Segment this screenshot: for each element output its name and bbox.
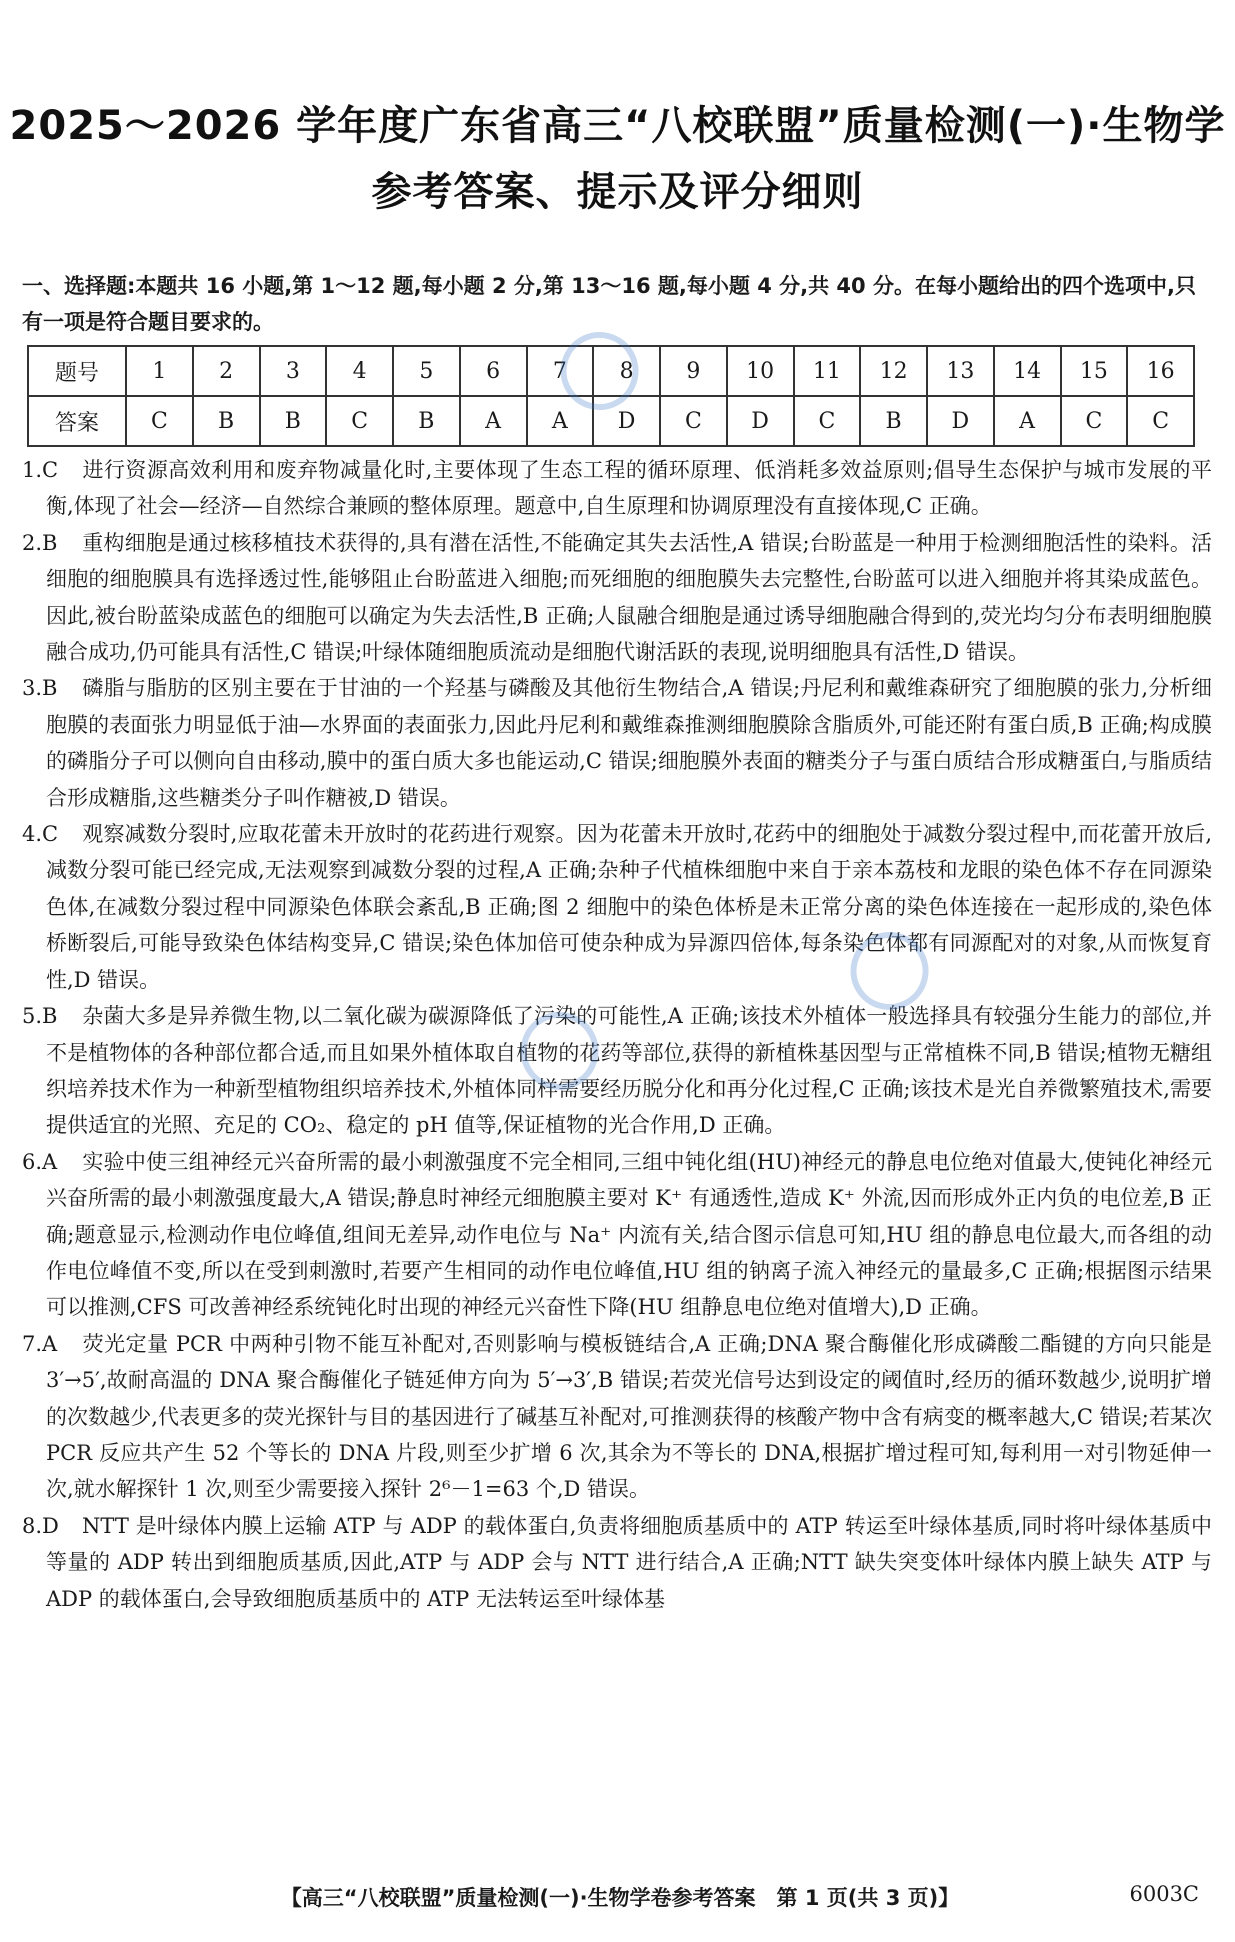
question-number-cell: 9: [660, 346, 727, 396]
explanation-number: 8.: [22, 1513, 43, 1538]
explanation-number: 5.: [22, 1004, 43, 1029]
answer-cell: A: [527, 396, 594, 446]
explanation-answer: A: [42, 1149, 58, 1174]
explanation-text: NTT 是叶绿体内膜上运输 ATP 与 ADP 的载体蛋白,负责将细胞质基质中的 ATP 转运至叶绿体基质,同时将叶绿体基质中等量的 ADP 转出到细胞质基质,因此,ATP 与 ADP 会与 NTT 进行结合,A 正确;NTT 缺失突变体叶绿体内膜上缺失 ATP 与 ADP 的载体蛋白,会导致细胞质基质中的 ATP 无法转运至叶绿体基: [46, 1513, 1212, 1611]
answer-cell: C: [326, 396, 393, 446]
explanation-number: 1.: [22, 458, 43, 482]
answer-table-number-row: [28, 346, 1194, 396]
footer-code: 6003C: [1129, 1882, 1199, 1906]
answer-cell: B: [860, 396, 927, 446]
explanation-number: 3.: [22, 676, 43, 701]
explanation-item: [22, 816, 1212, 998]
explanation-item: [22, 452, 1212, 525]
question-number-cell: 3: [260, 346, 327, 396]
answer-cell: D: [593, 396, 660, 446]
explanation-answer: A: [42, 1331, 58, 1356]
question-number-cell: 6: [460, 346, 527, 396]
answer-cell: C: [660, 396, 727, 446]
question-number-cell: 7: [527, 346, 594, 396]
document-title: 2025～2026 学年度广东省高三“八校联盟”质量检测(一)·生物学: [9, 103, 1226, 149]
answer-cell: B: [260, 396, 327, 446]
row-label-number: 题号: [28, 346, 126, 396]
answer-table-answer-row: [28, 396, 1194, 446]
explanation-text: 进行资源高效利用和废弃物减量化时,主要体现了生态工程的循环原理、低消耗多效益原则;倡导生态保护与城市发展的平衡,体现了社会—经济—自然综合兼顾的整体原理。题意中,自生原理和协调原理没有直接体现,C 正确。: [46, 458, 1212, 519]
explanation-text: 实验中使三组神经元兴奋所需的最小刺激强度不完全相同,三组中钝化组(HU)神经元的静息电位绝对值最大,使钝化神经元兴奋所需的最小刺激强度最大,A 错误;静息时神经元细胞膜主要对 K⁺ 有通透性,造成 K⁺ 外流,因而形成外正内负的电位差,B 正确;题意显示,检测动作电位峰值,组间无差异,动作电位与 Na⁺ 内流有关,结合图示信息可知,HU 组的静息电位最大,而各组的动作电位峰值不变,所以在受到刺激时,若要产生相同的动作电位峰值,HU 组的钠离子流入神经元的量最多,C 正确;根据图示结果可以推测,CFS 可改善神经系统钝化时出现的神经元兴奋性下降(HU 组静息电位绝对值增大),D 正确。: [46, 1149, 1212, 1320]
answer-cell: B: [393, 396, 460, 446]
question-number-cell: 4: [326, 346, 393, 396]
answer-cell: C: [1061, 396, 1128, 446]
answer-cell: A: [460, 396, 527, 446]
explanation-text: 杂菌大多是异养微生物,以二氧化碳为碳源降低了污染的可能性,A 正确;该技术外植体一般选择具有较强分生能力的部位,并不是植物体的各种部位都合适,而且如果外植体取自植物的花药等部位,获得的新植株基因型与正常植株不同,B 错误;植物无糖组织培养技术作为一种新型植物组织培养技术,外植体同样需要经历脱分化和再分化过程,C 正确;该技术是光自养微繁殖技术,需要提供适宜的光照、充足的 CO₂、稳定的 pH 值等,保证植物的光合作用,D 正确。: [46, 1004, 1212, 1138]
question-number-cell: 5: [393, 346, 460, 396]
explanation-text: 重构细胞是通过核移植技术获得的,具有潜在活性,不能确定其失去活性,A 错误;台盼蓝是一种用于检测细胞活性的染料。活细胞的细胞膜具有选择透过性,能够阻止台盼蓝进入细胞;而死细胞的细胞膜失去完整性,台盼蓝可以进入细胞并将其染成蓝色。因此,被台盼蓝染成蓝色的细胞可以确定为失去活性,B 正确;人鼠融合细胞是通过诱导细胞融合得到的,荧光均匀分布表明细胞膜融合成功,仍可能具有活性,C 错误;叶绿体随细胞质流动是细胞代谢活跃的表现,说明细胞具有活性,D 错误。: [46, 530, 1212, 665]
answer-cell: D: [727, 396, 794, 446]
question-number-cell: 1: [126, 346, 193, 396]
explanation-text: 磷脂与脂肪的区别主要在于甘油的一个羟基与磷酸及其他衍生物结合,A 错误;丹尼利和戴维森研究了细胞膜的张力,分析细胞膜的表面张力明显低于油—水界面的表面张力,因此丹尼利和戴维森推测细胞膜除含脂质外,可能还附有蛋白质,B 正确;构成膜的磷脂分子可以侧向自由移动,膜中的蛋白质大多也能运动,C 错误;细胞膜外表面的糖类分子与蛋白质结合形成糖蛋白,与脂质结合形成糖脂,这些糖类分子叫作糖被,D 错误。: [46, 676, 1212, 810]
question-number-cell: 15: [1061, 346, 1128, 396]
explanation-item: [22, 998, 1212, 1144]
explanation-answer: B: [42, 530, 58, 555]
answer-cell: C: [126, 396, 193, 446]
explanation-answer: B: [42, 676, 58, 701]
question-number-cell: 10: [727, 346, 794, 396]
explanation-answer: D: [42, 1513, 59, 1538]
explanation-number: 2.: [22, 530, 43, 555]
explanation-answer: C: [42, 822, 59, 847]
question-number-cell: 16: [1127, 346, 1194, 396]
answer-cell: A: [994, 396, 1061, 446]
row-label-answer: 答案: [28, 396, 126, 446]
explanation-number: 6.: [22, 1149, 43, 1174]
question-number-cell: 12: [860, 346, 927, 396]
explanation-number: 4.: [22, 822, 43, 847]
question-number-cell: 8: [593, 346, 660, 396]
explanation-item: [22, 1508, 1212, 1617]
explanation-text: 荧光定量 PCR 中两种引物不能互补配对,否则影响与模板链结合,A 正确;DNA 聚合酶催化形成磷酸二酯键的方向只能是 3′→5′,故耐高温的 DNA 聚合酶催化子链延伸方向为 5′→3′,B 错误;若荧光信号达到设定的阈值时,经历的循环数越少,说明扩增的次数越少,代表更多的荧光探针与目的基因进行了碱基互补配对,可推测获得的核酸产物中含有病变的概率越大,C 错误;若某次 PCR 反应共产生 52 个等长的 DNA 片段,则至少扩增 6 次,其余为不等长的 DNA,根据扩增过程可知,每利用一对引物延伸一次,就水解探针 1 次,则至少需要接入探针 2⁶－1=63 个,D 错误。: [46, 1331, 1212, 1502]
answer-table: [27, 345, 1195, 447]
explanation-item: [22, 670, 1212, 816]
answer-cell: B: [193, 396, 260, 446]
answer-cell: D: [927, 396, 994, 446]
answer-cell: C: [794, 396, 861, 446]
explanation-answer: B: [42, 1004, 58, 1029]
explanation-text: 观察减数分裂时,应取花蕾未开放时的花药进行观察。因为花蕾未开放时,花药中的细胞处于减数分裂过程中,而花蕾开放后,减数分裂可能已经完成,无法观察到减数分裂的过程,A 正确;杂种子代植株细胞中来自于亲本荔枝和龙眼的染色体不存在同源染色体,在减数分裂过程中同源染色体联会紊乱,B 正确;图 2 细胞中的染色体桥是未正常分离的染色体连接在一起形成的,染色体桥断裂后,可能导致染色体结构变异,C 错误;染色体加倍可使杂种成为异源四倍体,每条染色体都有同源配对的对象,从而恢复育性,D 错误。: [46, 822, 1212, 992]
question-number-cell: 13: [927, 346, 994, 396]
explanation-list: [22, 452, 1212, 1617]
document-subtitle: 参考答案、提示及评分细则: [371, 169, 864, 215]
question-number-cell: 14: [994, 346, 1061, 396]
explanation-item: [22, 1326, 1212, 1508]
explanation-number: 7.: [22, 1331, 43, 1356]
explanation-answer: C: [42, 458, 59, 482]
explanation-item: [22, 1144, 1212, 1326]
question-number-cell: 2: [193, 346, 260, 396]
section-heading: 一、选择题:本题共 16 小题,第 1～12 题,每小题 2 分,第 13～16 题,每小题 4 分,共 40 分。在每小题给出的四个选项中,只有一项是符合题目要求的。: [22, 274, 1196, 334]
answer-cell: C: [1127, 396, 1194, 446]
question-number-cell: 11: [794, 346, 861, 396]
footer-page-info: 【高三“八校联盟”质量检测(一)·生物学卷参考答案 第 1 页(共 3 页)】: [280, 1886, 960, 1910]
explanation-item: [22, 525, 1212, 671]
